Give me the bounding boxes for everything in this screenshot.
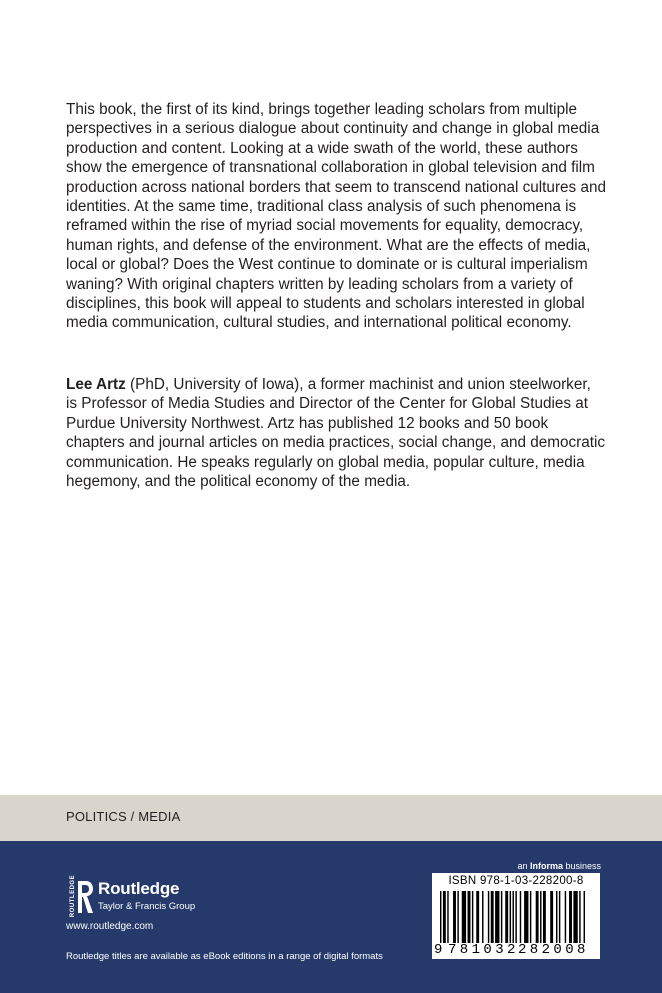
routledge-r-icon xyxy=(77,879,95,915)
barcode-bar xyxy=(505,891,508,943)
barcode-bar xyxy=(476,891,479,943)
subject-category: POLITICS / MEDIA xyxy=(66,809,181,824)
barcode-bar xyxy=(569,891,572,943)
ebook-note: Routledge titles are available as eBook editions in a range of digital formats xyxy=(66,951,383,962)
routledge-logo xyxy=(66,874,206,919)
informa-suffix: business xyxy=(562,861,601,871)
informa-brand: Informa xyxy=(529,861,563,871)
barcode-bar xyxy=(556,891,557,943)
barcode-bar xyxy=(457,891,458,943)
barcode-digits-left: 781032 xyxy=(448,942,519,958)
barcode-bar xyxy=(559,891,560,943)
barcode-bar xyxy=(543,891,546,943)
barcode-bar xyxy=(540,891,541,943)
routledge-spine-text: ROUTLEDGE xyxy=(70,874,77,918)
barcode-bars xyxy=(438,891,594,943)
routledge-spine-mark xyxy=(66,874,77,918)
barcode-bar xyxy=(520,891,521,943)
barcode-bar xyxy=(443,891,446,943)
isbn-barcode xyxy=(432,873,600,959)
isbn-label: ISBN 978-1-03-228200-8 xyxy=(448,875,584,887)
barcode-bar xyxy=(515,891,516,943)
barcode-digit-first: 9 xyxy=(434,942,443,958)
barcode-bar xyxy=(573,891,577,943)
barcode-bar xyxy=(579,891,580,943)
publisher-website: www.routledge.com xyxy=(66,921,154,932)
barcode-bar xyxy=(468,891,471,943)
category-band xyxy=(0,795,662,841)
barcode-bar xyxy=(510,891,511,943)
author-bio-text: (PhD, University of Iowa), a former machinist and union steelworker, is Professor of Media Studies and Director of the Center for Global Studies at Purdue University Northwest. Artz has published 12 books and 50 book chapters and journal articles on media practices, social change, and democratic communication. He speaks regularly on global media, popular culture, media hegemony, and the political economy of the media. xyxy=(66,376,606,491)
barcode-bar xyxy=(550,891,553,943)
author-bio xyxy=(66,375,606,491)
barcode-bar xyxy=(501,891,502,943)
barcode-bar xyxy=(440,891,441,943)
barcode-bar xyxy=(488,891,489,943)
barcode-bar xyxy=(495,891,499,943)
publisher-footer xyxy=(0,841,662,993)
barcode-bar xyxy=(472,891,473,943)
publisher-name: Routledge xyxy=(98,879,180,898)
barcode-bar xyxy=(453,891,456,943)
barcode-bar xyxy=(530,891,531,943)
barcode-bar xyxy=(447,891,448,943)
barcode-bar xyxy=(482,891,483,943)
barcode-bar xyxy=(536,891,539,943)
publisher-group: Taylor & Francis Group xyxy=(98,901,196,912)
barcode-bar xyxy=(584,891,585,943)
informa-tagline xyxy=(517,861,601,871)
barcode-bar xyxy=(491,891,494,943)
barcode-bar xyxy=(462,891,466,943)
barcode-bar xyxy=(513,891,514,943)
barcode-digits-right: 282008 xyxy=(518,942,589,958)
book-description: This book, the first of its kind, brings together leading scholars from multiple perspectives in a serious dialogue about continuity and change in global media production and content. Looking at a wide swath of the world, these authors show the emergence of transnational collaboration in global television and film production across national borders that seem to transcend national cultures and identities. At the same time, traditional class analysis of such phenomena is reframed within the rise of myriad social movements for equality, democracy, human rights, and defense of the environment. What are the effects of media, local or global? Does the West continue to dominate or is cultural imperialism waning? With original chapters written by leading scholars from a variety of disciplines, this book will appeal to students and scholars interested in global media communication, cultural studies, and international political economy. xyxy=(66,101,606,332)
author-name: Lee Artz xyxy=(66,376,126,393)
informa-prefix: an xyxy=(517,861,530,871)
barcode-bar xyxy=(565,891,566,943)
barcode-bar xyxy=(524,891,528,943)
